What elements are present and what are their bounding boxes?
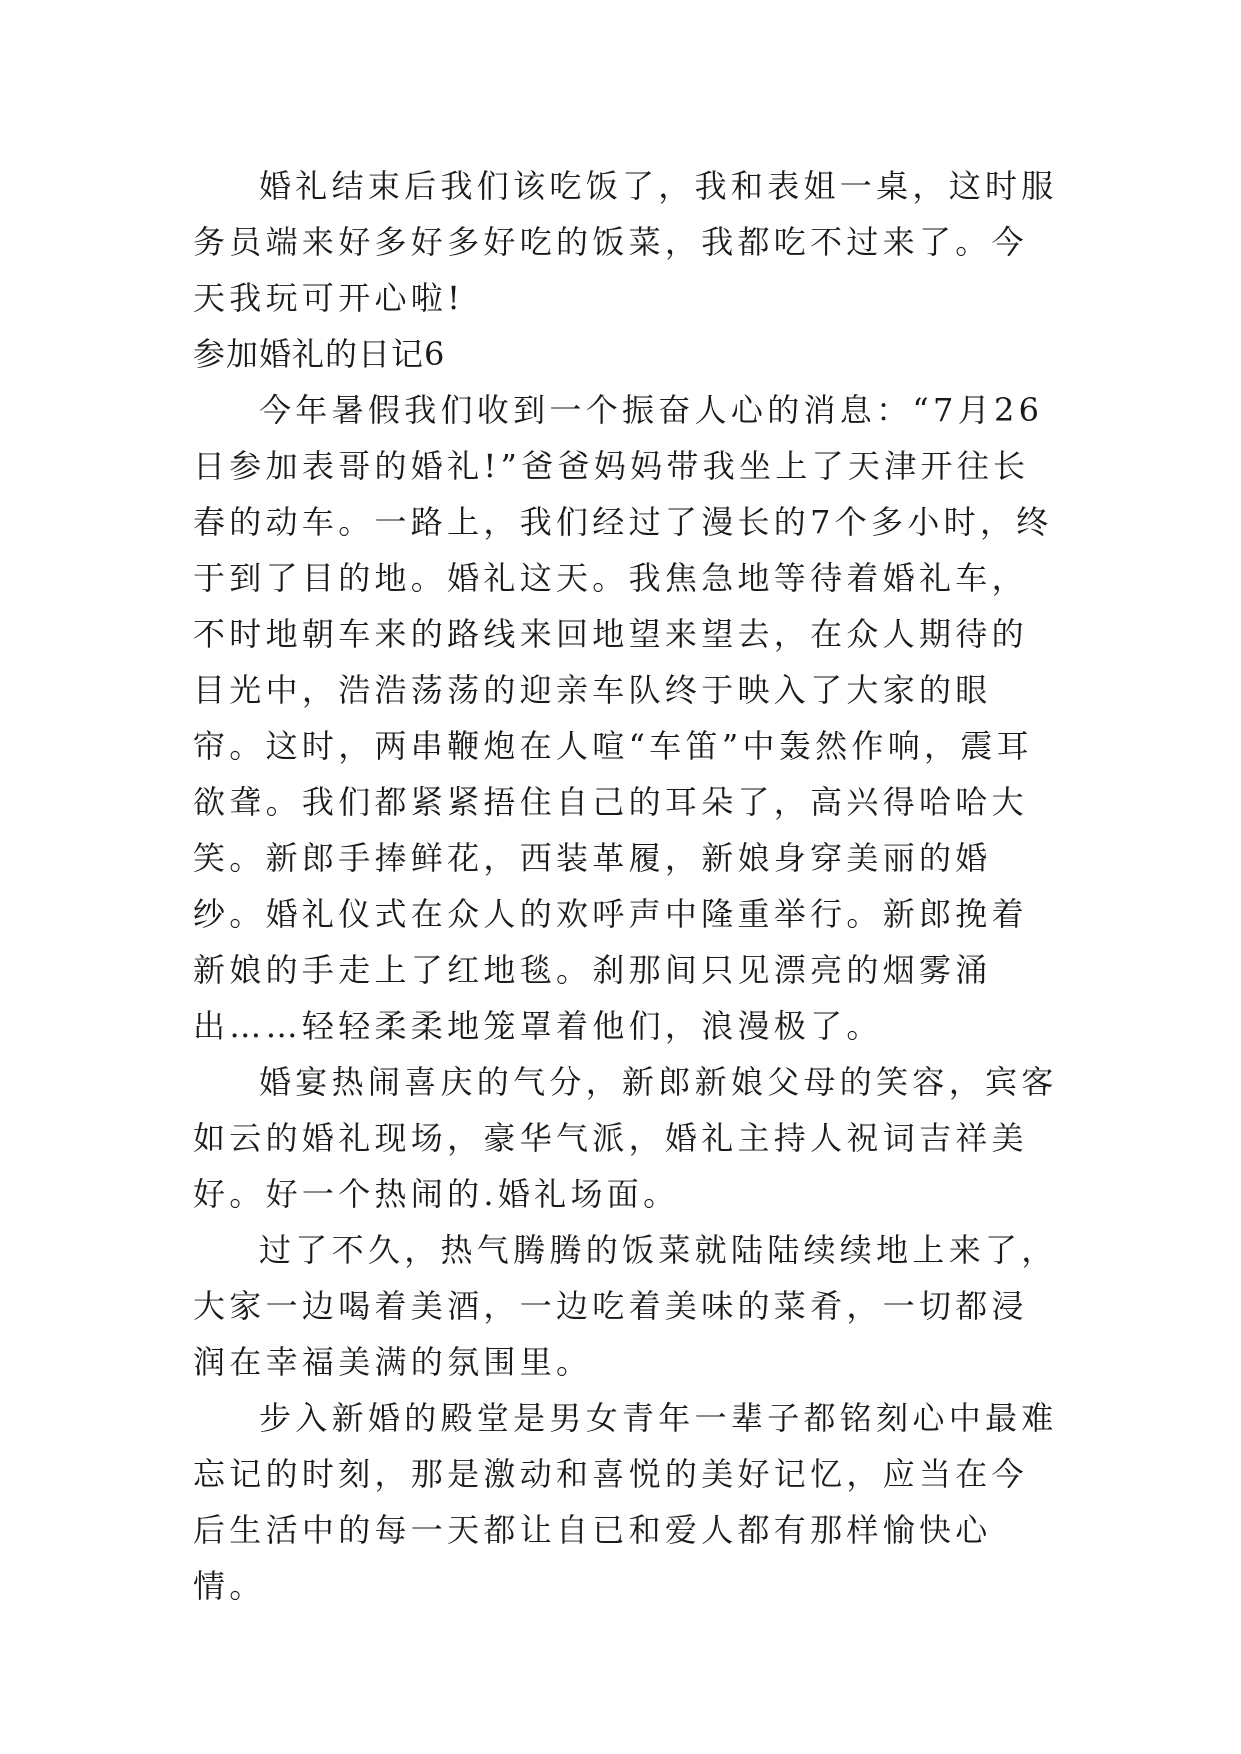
- paragraph: 婚礼结束后我们该吃饭了，我和表姐一桌，这时服务员端来好多好多好吃的饭菜，我都吃不过来了。今天我玩可开心啦!: [193, 167, 1058, 317]
- paragraph: 婚宴热闹喜庆的气分，新郎新娘父母的笑容，宾客如云的婚礼现场，豪华气派，婚礼主持人祝词吉祥美好。好一个热闹的.婚礼场面。: [193, 1063, 1058, 1213]
- section-heading: 参加婚礼的日记6: [193, 335, 446, 373]
- paragraph: 今年暑假我们收到一个振奋人心的消息：“7月26日参加表哥的婚礼!”爸爸妈妈带我坐上了天津开往长春的动车。一路上，我们经过了漫长的7个多小时，终于到了目的地。婚礼这天。我焦急地等待着婚礼车，不时地朝车来的路线来回地望来望去，在众人期待的目光中，浩浩荡荡的迎亲车队终于映入了大家的眼帘。这时，两串鞭炮在人喧“车笛”中轰然作响，震耳欲聋。我们都紧紧捂住自己的耳朵了，高兴得哈哈大笑。新郎手捧鲜花，西装革履，新娘身穿美丽的婚纱。婚礼仪式在众人的欢呼声中隆重举行。新郎挽着新娘的手走上了红地毯。刹那间只见漂亮的烟雾涌出……轻轻柔柔地笼罩着他们，浪漫极了。: [193, 391, 1053, 1045]
- paragraph: 步入新婚的殿堂是男女青年一辈子都铭刻心中最难忘记的时刻，那是激动和喜悦的美好记忆，应当在今后生活中的每一天都让自已和爱人都有那样愉快心情。: [193, 1399, 1058, 1605]
- paragraph: 过了不久，热气腾腾的饭菜就陆陆续续地上来了，大家一边喝着美酒，一边吃着美味的菜肴，一切都浸润在幸福美满的氛围里。: [193, 1231, 1058, 1381]
- document-body: [193, 158, 1059, 1614]
